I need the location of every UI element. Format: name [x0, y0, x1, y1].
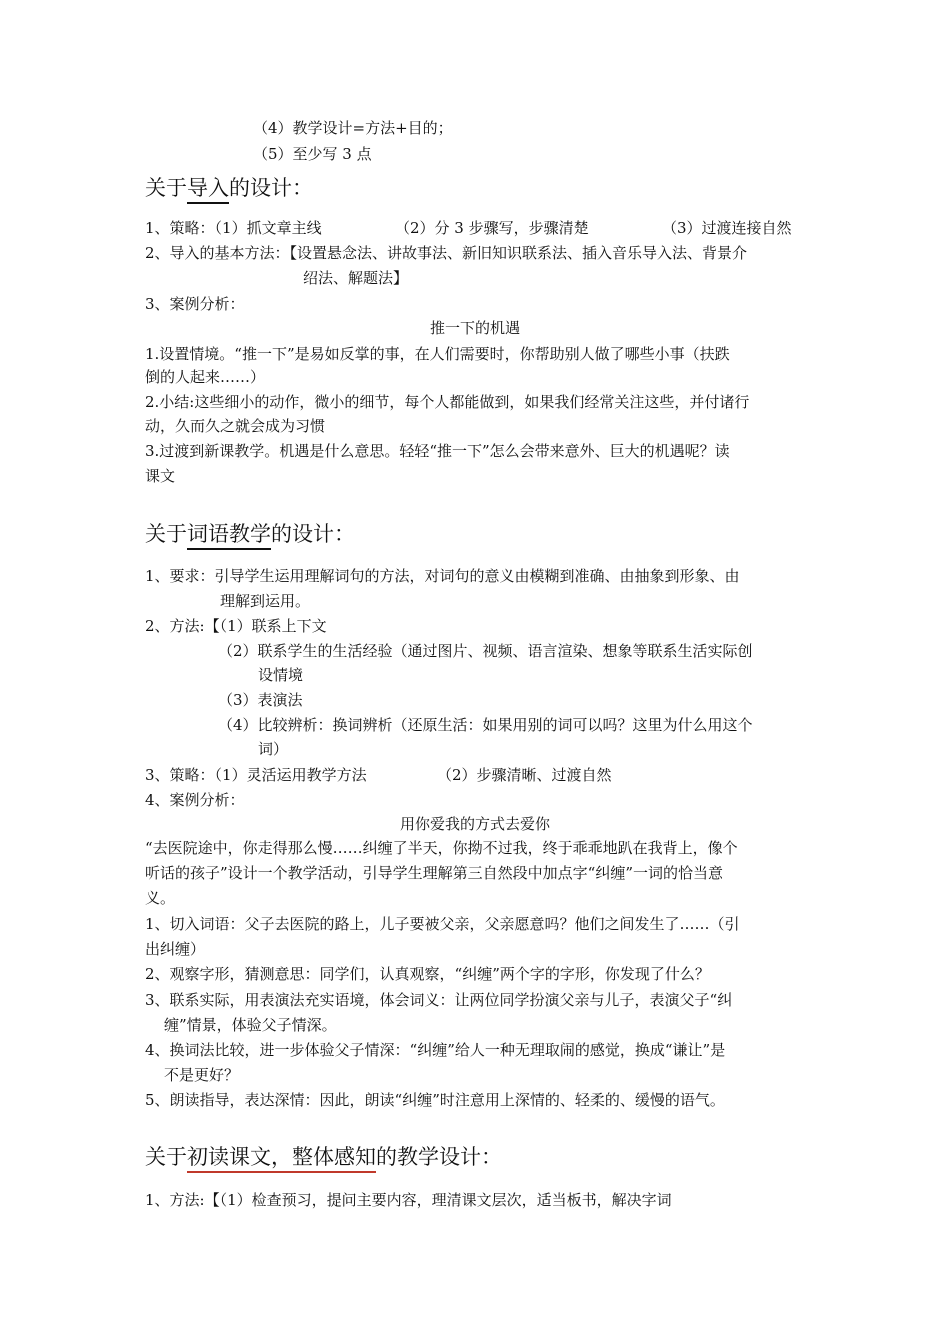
method-line: （2）联系学生的生活经验（通过图片、视频、语言渲染、想象等联系生活实际创 [218, 642, 753, 660]
heading-keyword: 导入 [187, 176, 229, 200]
heading-prefix: 关于 [145, 522, 187, 546]
method-line: 2、导入的基本方法：【设置悬念法、讲故事法、新旧知识联系法、插入音乐导入法、背景介 [145, 244, 748, 262]
list-item: 缠”情景，体验父子情深。 [164, 1016, 337, 1034]
paragraph-line: 动，久而久之就会成为习惯 [145, 417, 326, 435]
paragraph-line: 课文 [145, 467, 176, 485]
heading-keyword: 词语教学 [187, 522, 271, 546]
heading-suffix: 的教学设计： [376, 1145, 502, 1169]
paragraph-line: 1.设置情境。“推一下”是易如反掌的事，在人们需要时，你帮助别人做了哪些小事（扶跌 [145, 345, 730, 363]
method-line: 绍法、解题法】 [303, 269, 409, 287]
method-line: 设情境 [258, 666, 304, 684]
list-item: （4）教学设计=方法+目的； [253, 119, 453, 137]
heading-keyword: 初读课文，整体感知 [187, 1145, 376, 1169]
heading-suffix: 的设计： [271, 522, 355, 546]
method-line: （3）表演法 [218, 691, 303, 709]
section-heading-first-reading [145, 1144, 502, 1170]
method-line: 1、方法:【（1）检查预习，提问主要内容，理清课文层次，适当板书，解决字词 [145, 1191, 672, 1209]
list-item: 4、换词法比较，进一步体验父子情深：“纠缠”给人一种无理取闹的感觉，换成“谦让”是 [145, 1041, 726, 1059]
paragraph-line: 倒的人起来……） [145, 368, 266, 386]
case-title: 用你爱我的方式去爱你 [399, 815, 550, 833]
list-item: （5）至少写 3 点 [253, 145, 372, 163]
requirement-line: 1、要求：引导学生运用理解词句的方法，对词句的意义由模糊到准确、由抽象到形象、由 [145, 567, 740, 585]
list-item: 5、朗读指导，表达深情：因此，朗读“纠缠”时注意用上深情的、轻柔的、缓慢的语气。 [145, 1091, 725, 1109]
paragraph-line: 2.小结:这些细小的动作，微小的细节，每个人都能做到，如果我们经常关注这些，并付诸行 [145, 393, 750, 411]
heading-prefix: 关于 [145, 176, 187, 200]
quote-line: “去医院途中，你走得那么慢……纠缠了半天，你拗不过我，终于乖乖地趴在我背上，像个 [145, 839, 738, 857]
strategy-line: （3）过渡连接自然 [662, 219, 792, 237]
list-item: 3、联系实际，用表演法充实语境，体会词义：让两位同学扮演父亲与儿子，表演父子“纠 [145, 991, 733, 1009]
case-label: 3、案例分析： [145, 295, 245, 313]
quote-line: 听话的孩子”设计一个教学活动，引导学生理解第三自然段中加点字“纠缠”一词的恰当意 [145, 864, 724, 882]
strategy-line: 3、策略：（1）灵活运用教学方法 [145, 766, 367, 784]
strategy-line: （2）步骤清晰、过渡自然 [437, 766, 612, 784]
section-heading-vocabulary [145, 521, 355, 547]
method-line: （4）比较辨析：换词辨析（还原生活：如果用别的词可以吗？这里为什么用这个 [218, 716, 753, 734]
list-item: 1、切入词语：父子去医院的路上，儿子要被父亲，父亲愿意吗？他们之间发生了……（引 [145, 915, 740, 933]
list-item: 出纠缠） [145, 940, 206, 958]
list-item: 2、观察字形，猜测意思：同学们，认真观察，“纠缠”两个字的字形，你发现了什么？ [145, 965, 710, 983]
heading-prefix: 关于 [145, 1145, 187, 1169]
section-heading-intro [145, 175, 313, 201]
case-label: 4、案例分析： [145, 791, 245, 809]
paragraph-line: 3.过渡到新课教学。机遇是什么意思。轻轻“推一下”怎么会带来意外、巨大的机遇呢？读 [145, 442, 730, 460]
strategy-line: 1、策略：（1）抓文章主线 [145, 219, 322, 237]
list-item: 不是更好？ [164, 1066, 240, 1084]
requirement-line: 理解到运用。 [220, 592, 311, 610]
strategy-line: （2）分 3 步骤写，步骤清楚 [395, 219, 589, 237]
method-line: 2、方法:【（1）联系上下文 [145, 617, 327, 635]
method-line: 词） [258, 740, 289, 758]
case-title: 推一下的机遇 [429, 319, 520, 337]
heading-suffix: 的设计： [229, 176, 313, 200]
quote-line: 义。 [145, 889, 176, 907]
